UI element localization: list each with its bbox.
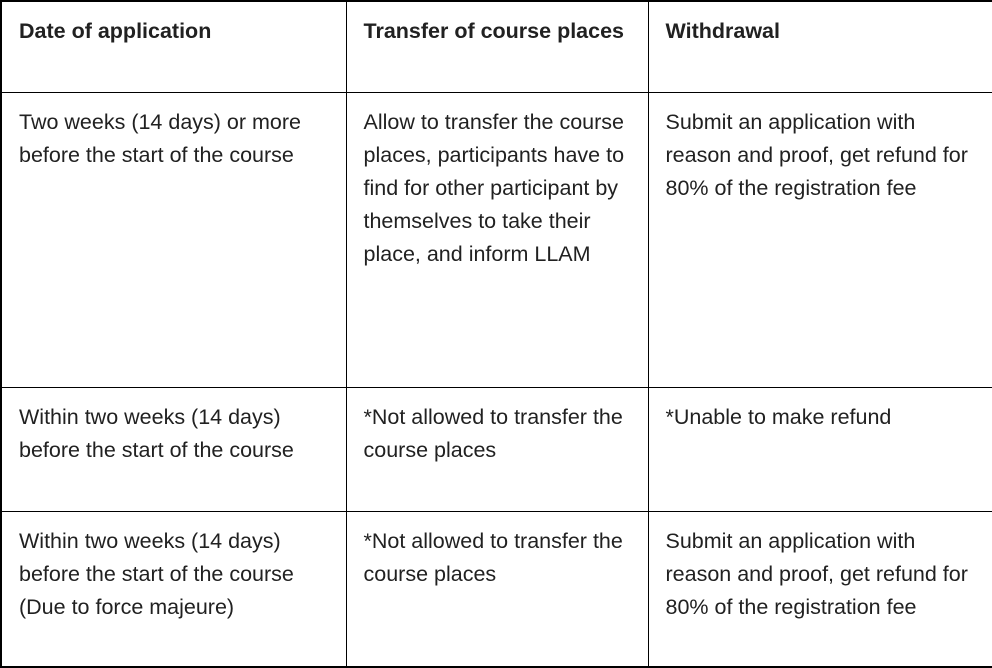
table-row [1, 387, 992, 511]
cell-row1-withdrawal: Submit an application with reason and proof, get refund for 80% of the registration fee [648, 92, 992, 387]
table-row [1, 511, 992, 667]
cell-row2-transfer: *Not allowed to transfer the course places [346, 387, 648, 511]
table-row [1, 92, 992, 387]
cell-row2-date: Within two weeks (14 days) before the start of the course [1, 387, 346, 511]
header-cell-date-of-application: Date of application [1, 1, 346, 92]
cell-row3-transfer: *Not allowed to transfer the course places [346, 511, 648, 667]
table-header-row [1, 1, 992, 92]
cell-row1-date: Two weeks (14 days) or more before the start of the course [1, 92, 346, 387]
header-cell-withdrawal: Withdrawal [648, 1, 992, 92]
cell-row1-transfer: Allow to transfer the course places, participants have to find for other participant by themselves to take their place, and inform LLAM [346, 92, 648, 387]
cell-row2-withdrawal: *Unable to make refund [648, 387, 992, 511]
cell-row3-withdrawal: Submit an application with reason and proof, get refund for 80% of the registration fee [648, 511, 992, 667]
header-cell-transfer-of-course-places: Transfer of course places [346, 1, 648, 92]
cell-row3-date: Within two weeks (14 days) before the start of the course (Due to force majeure) [1, 511, 346, 667]
